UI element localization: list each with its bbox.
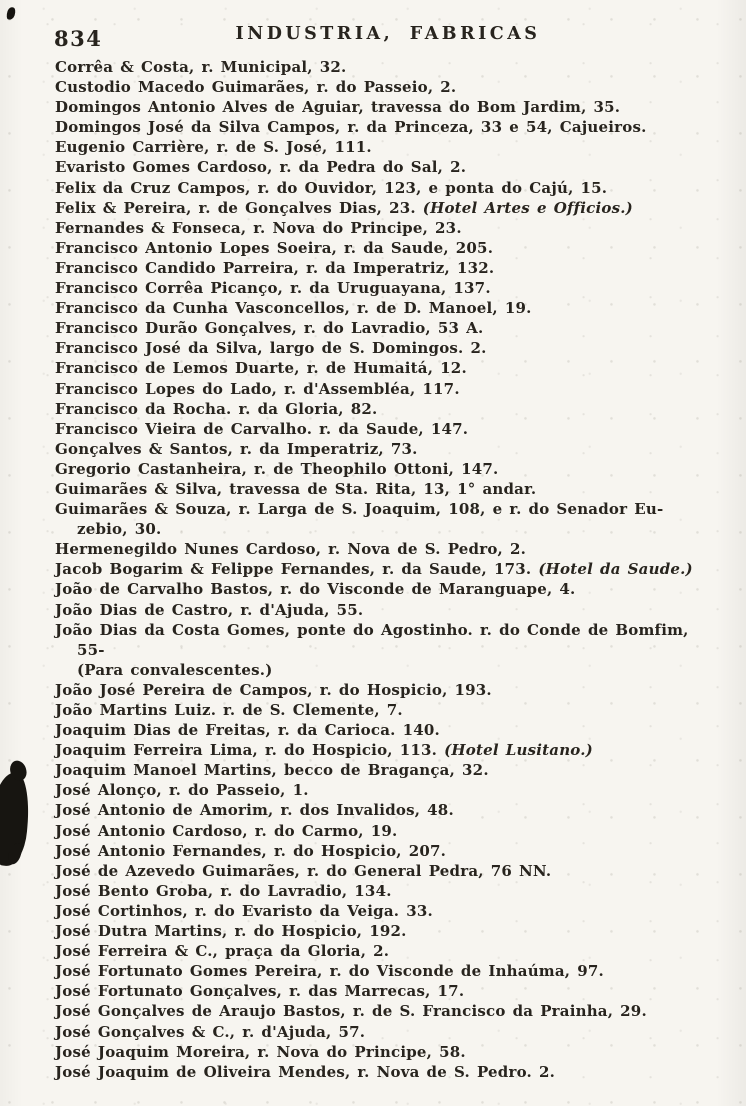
page-title: INDUSTRIA, FABRICAS: [235, 24, 541, 44]
entry-text: José Gonçalves de Araujo Bastos, r. de S. Francisco da Prainha, 29.: [55, 1002, 647, 1021]
directory-entry: [55, 459, 711, 479]
entry-text: Guimarães & Silva, travessa de Sta. Rita, 13, 1° andar.: [55, 479, 537, 498]
directory-entry: [55, 157, 711, 177]
entry-text: Francisco Candido Parreira, r. da Imperatriz, 132.: [55, 258, 495, 277]
entry-text: Felix da Cruz Campos, r. do Ouvidor, 123, e ponta do Cajú, 15.: [55, 178, 608, 197]
entry-text: Francisco Durão Gonçalves, r. do Lavradio, 53 A.: [55, 319, 484, 338]
directory-entry: [55, 720, 711, 740]
entry-text: Jacob Bogarim & Felippe Fernandes, r. da Saude, 173.: [55, 560, 539, 579]
directory-entry: [55, 780, 711, 800]
entry-text: João Dias da Costa Gomes, ponte do Agostinho. r. do Conde de Bomfim, 55-: [55, 620, 689, 659]
directory-entry: [55, 439, 711, 459]
entry-text: Joaquim Ferreira Lima, r. do Hospicio, 113.: [55, 741, 445, 760]
entry-text: João José Pereira de Campos, r. do Hospicio, 193.: [55, 680, 492, 699]
directory-entry: [55, 1022, 711, 1042]
entry-text: Francisco da Rocha. r. da Gloria, 82.: [55, 399, 378, 418]
directory-entry: [55, 258, 711, 278]
directory-entry: [55, 961, 711, 981]
directory-entry: [55, 278, 711, 298]
ink-blot: [0, 771, 32, 868]
entry-text: Eugenio Carrière, r. de S. José, 111.: [55, 138, 372, 157]
directory-entry: [55, 338, 711, 358]
directory-entry: [55, 881, 711, 901]
entry-text: José Antonio de Amorim, r. dos Invalidos, 48.: [55, 801, 454, 820]
directory-entry: [55, 97, 711, 117]
entry-text: José Fortunato Gomes Pereira, r. do Visconde de Inhaúma, 97.: [55, 962, 604, 981]
entry-text: José Antonio Cardoso, r. do Carmo, 19.: [55, 821, 398, 840]
entry-text: João de Carvalho Bastos, r. do Visconde de Maranguape, 4.: [55, 580, 576, 599]
entry-text: Gregorio Castanheira, r. de Theophilo Ottoni, 147.: [55, 459, 499, 478]
entry-text: Domingos José da Silva Campos, r. da Princeza, 33 e 54, Cajueiros.: [55, 118, 647, 137]
entry-text: José Cortinhos, r. do Evaristo da Veiga. 33.: [55, 901, 433, 920]
entry-text: Francisco de Lemos Duarte, r. de Humaitá, 12.: [55, 359, 467, 378]
entry-text: Felix & Pereira, r. de Gonçalves Dias, 23.: [55, 198, 423, 217]
entry-text: Domingos Antonio Alves de Aguiar, travessa do Bom Jardim, 35.: [55, 98, 621, 117]
entry-note-italic: (Hotel Lusitano.): [444, 741, 593, 760]
entry-note-italic: (Hotel da Saude.): [538, 560, 693, 579]
entry-text: Guimarães & Souza, r. Larga de S. Joaquim, 108, e r. do Senador Eu-: [55, 500, 664, 519]
directory-entry: [55, 700, 711, 720]
directory-entry: [55, 981, 711, 1001]
entry-text: Francisco da Cunha Vasconcellos, r. de D. Manoel, 19.: [55, 299, 532, 318]
entry-text: Joaquim Dias de Freitas, r. da Carioca. 140.: [55, 721, 440, 740]
entry-text: José Bento Groba, r. do Lavradio, 134.: [55, 881, 392, 900]
directory-entry: [55, 318, 711, 338]
directory-entry: [55, 178, 711, 198]
directory-entry: [55, 559, 711, 579]
entry-text: José Joaquim de Oliveira Mendes, r. Nova de S. Pedro. 2.: [55, 1062, 556, 1081]
directory-entry: [55, 499, 711, 539]
entry-text: Corrêa & Costa, r. Municipal, 32.: [55, 58, 347, 76]
directory-entry: [55, 821, 711, 841]
entry-text: José Fortunato Gonçalves, r. das Marrecas, 17.: [55, 982, 465, 1001]
entry-text: Francisco Vieira de Carvalho. r. da Saude, 147.: [55, 419, 469, 438]
directory-entry: [55, 680, 711, 700]
entry-text: Francisco Lopes do Lado, r. d'Assembléa, 117.: [55, 379, 460, 398]
directory-entry: [55, 579, 711, 599]
page-header-row: [0, 24, 746, 54]
entry-text: Joaquim Manoel Martins, becco de Bragança, 32.: [55, 761, 489, 780]
directory-entry: [55, 399, 711, 419]
entry-text: Francisco José da Silva, largo de S. Domingos. 2.: [55, 339, 487, 358]
directory-entry: [55, 1042, 711, 1062]
directory-entry: [55, 861, 711, 881]
directory-entry: [55, 77, 711, 97]
directory-list: [55, 57, 711, 1082]
directory-entry: [55, 137, 711, 157]
entry-text: Custodio Macedo Guimarães, r. do Passeio, 2.: [55, 78, 457, 97]
directory-entry: [55, 620, 711, 680]
directory-entry: [55, 740, 711, 760]
directory-entry: [55, 298, 711, 318]
directory-entry: [55, 800, 711, 820]
directory-entry: [55, 238, 711, 258]
directory-entry: [55, 419, 711, 439]
directory-entry: [55, 479, 711, 499]
entry-text: Francisco Corrêa Picanço, r. da Uruguayana, 137.: [55, 279, 491, 298]
entry-text: Francisco Antonio Lopes Soeira, r. da Saude, 205.: [55, 238, 494, 257]
entry-text: José Antonio Fernandes, r. do Hospicio, 207.: [55, 841, 447, 860]
directory-entry: [55, 379, 711, 399]
entry-text: José de Azevedo Guimarães, r. do General Pedra, 76 NN.: [55, 861, 552, 880]
entry-text: Fernandes & Fonseca, r. Nova do Principe, 23.: [55, 218, 462, 237]
directory-entry: [55, 358, 711, 378]
directory-entry: [55, 218, 711, 238]
entry-text: João Martins Luiz. r. de S. Clemente, 7.: [55, 701, 403, 719]
entry-text: João Dias de Castro, r. d'Ajuda, 55.: [55, 600, 364, 619]
directory-entry: [55, 1001, 711, 1021]
entry-continuation: zebio, 30.: [77, 520, 162, 539]
entry-text: José Alonço, r. do Passeio, 1.: [55, 781, 309, 800]
entry-text: José Ferreira & C., praça da Gloria, 2.: [55, 942, 390, 961]
scan-artifact-icon: [5, 6, 17, 21]
directory-entry: [55, 600, 711, 620]
directory-entry: [55, 1062, 711, 1082]
directory-entry: [55, 57, 711, 77]
entry-text: Hermenegildo Nunes Cardoso, r. Nova de S. Pedro, 2.: [55, 540, 527, 559]
directory-entry: [55, 539, 711, 559]
entry-text: José Dutra Martins, r. do Hospicio, 192.: [55, 922, 407, 941]
entry-continuation: (Para convalescentes.): [77, 660, 273, 679]
entry-text: Gonçalves & Santos, r. da Imperatriz, 73.: [55, 439, 418, 458]
entry-text: Evaristo Gomes Cardoso, r. da Pedra do Sal, 2.: [55, 158, 467, 177]
directory-entry: [55, 760, 711, 780]
directory-entry: [55, 841, 711, 861]
page-number: 834: [54, 26, 103, 51]
directory-entry: [55, 921, 711, 941]
directory-entry: [55, 901, 711, 921]
entry-text: José Joaquim Moreira, r. Nova do Principe, 58.: [55, 1042, 466, 1061]
directory-entry: [55, 941, 711, 961]
directory-entry: [55, 117, 711, 137]
directory-entry: [55, 198, 711, 218]
entry-note-italic: (Hotel Artes e Officios.): [422, 198, 633, 217]
entry-text: José Gonçalves & C., r. d'Ajuda, 57.: [55, 1022, 366, 1041]
